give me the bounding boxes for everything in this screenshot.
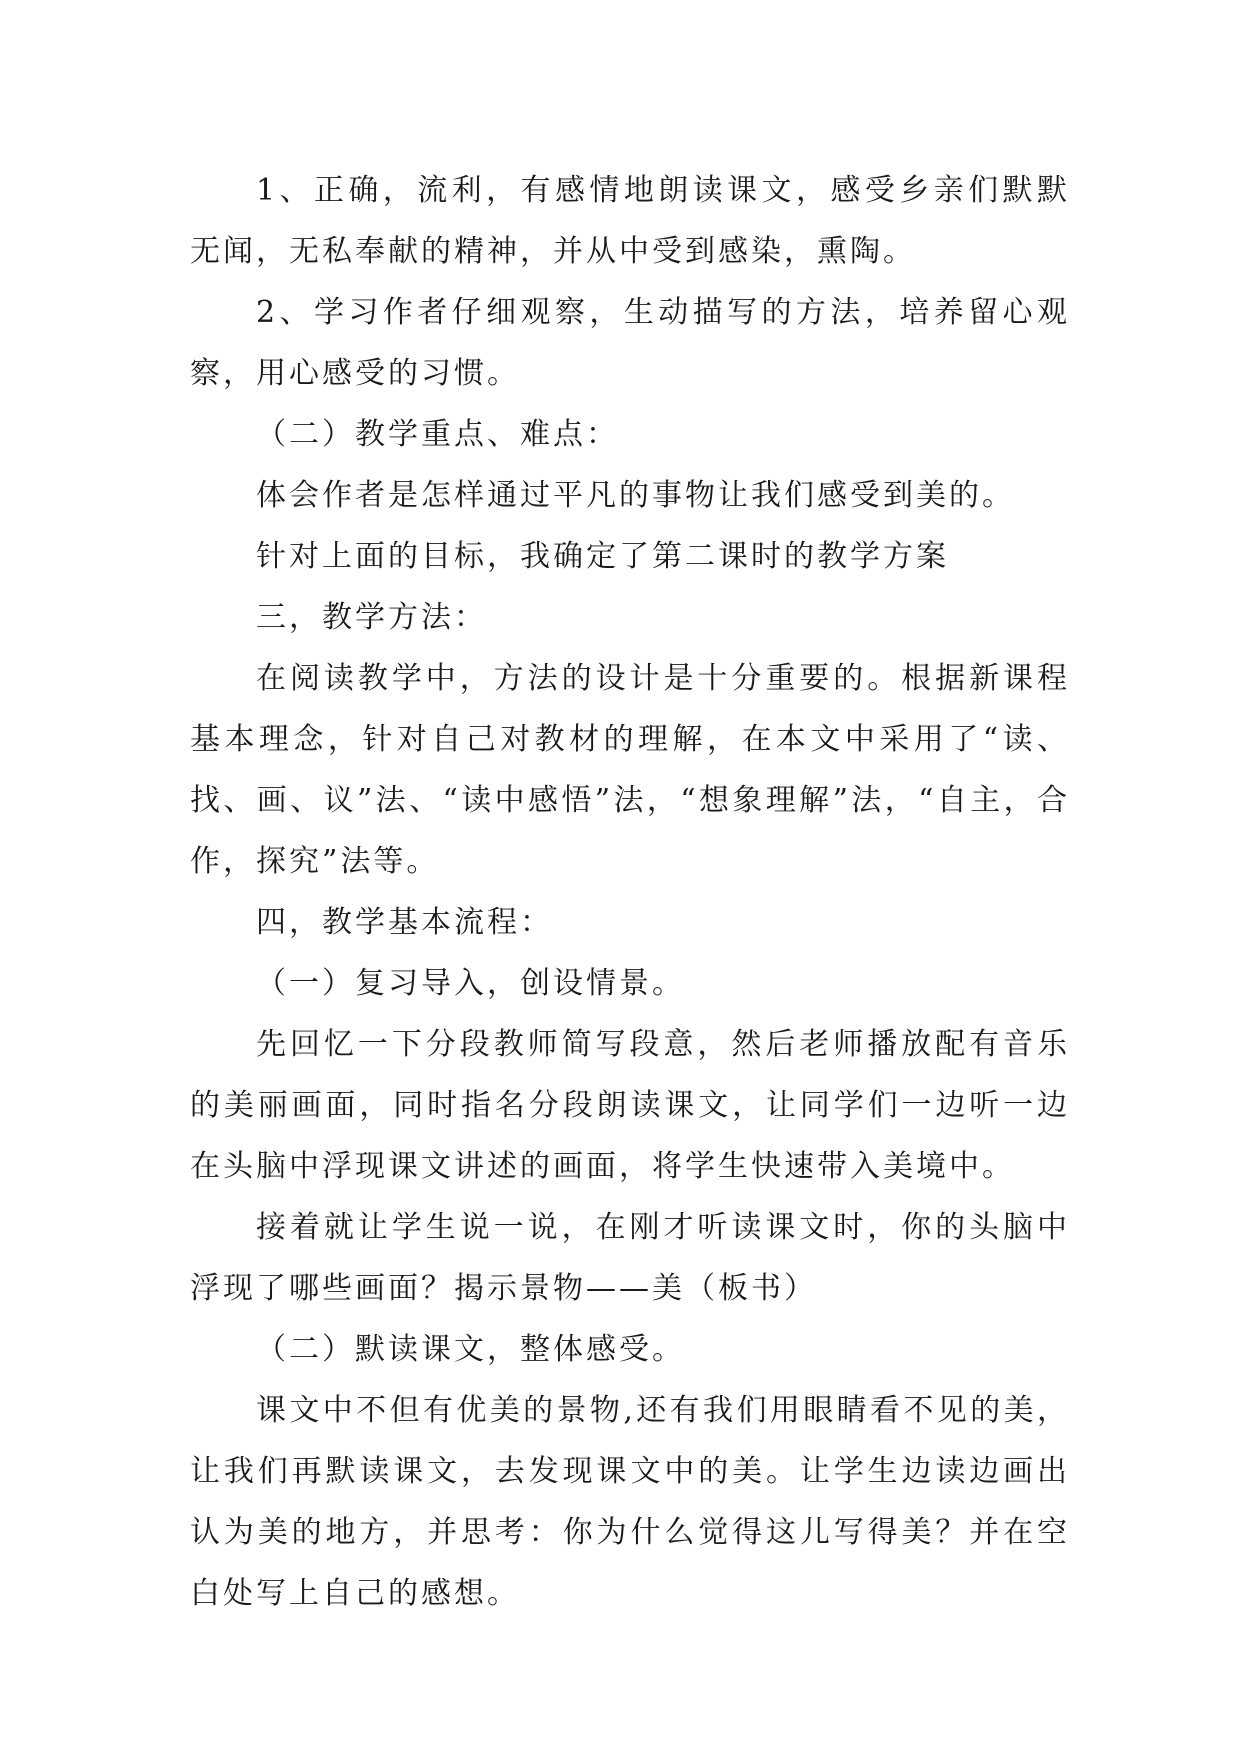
heading-review-intro: （一）复习导入，创设情景。 — [256, 966, 685, 1001]
document-body — [190, 160, 1070, 1624]
paragraph-discussion: 接着就让学生说一说，在刚才听读课文时，你的头脑中浮现了哪些画面？揭示景物——美（板书） — [190, 1210, 1070, 1306]
paragraph-objective-2: 2、学习作者仔细观察，生动描写的方法，培养留心观察，用心感受的习惯。 — [190, 295, 1070, 391]
paragraph-teaching-methods: 在阅读教学中，方法的设计是十分重要的。根据新课程基本理念，针对自己对教材的理解，在本文中采用了“读、找、画、议”法、“读中感悟”法，“想象理解”法，“自主，合作，探究”法等。 — [190, 661, 1070, 879]
paragraph-plan: 针对上面的目标，我确定了第二课时的教学方案 — [256, 539, 949, 574]
paragraph-objective-1: 1、正确，流利，有感情地朗读课文，感受乡亲们默默无闻，无私奉献的精神，并从中受到感染，熏陶。 — [190, 173, 1070, 269]
heading-teaching-flow: 四，教学基本流程： — [256, 905, 553, 940]
paragraph-review-intro: 先回忆一下分段教师简写段意，然后老师播放配有音乐的美丽画面，同时指名分段朗读课文，让同学们一边听一边在头脑中浮现课文讲述的画面，将学生快速带入美境中。 — [190, 1027, 1070, 1184]
heading-teaching-methods: 三，教学方法： — [256, 600, 487, 635]
heading-silent-reading: （二）默读课文，整体感受。 — [256, 1332, 685, 1367]
paragraph-key-points: 体会作者是怎样通过平凡的事物让我们感受到美的。 — [256, 478, 1015, 513]
heading-key-points: （二）教学重点、难点： — [256, 417, 619, 452]
paragraph-silent-reading: 课文中不但有优美的景物,还有我们用眼睛看不见的美，让我们再默读课文，去发现课文中的美。让学生边读边画出认为美的地方，并思考：你为什么觉得这儿写得美？并在空白处写上自己的感想。 — [190, 1393, 1070, 1611]
